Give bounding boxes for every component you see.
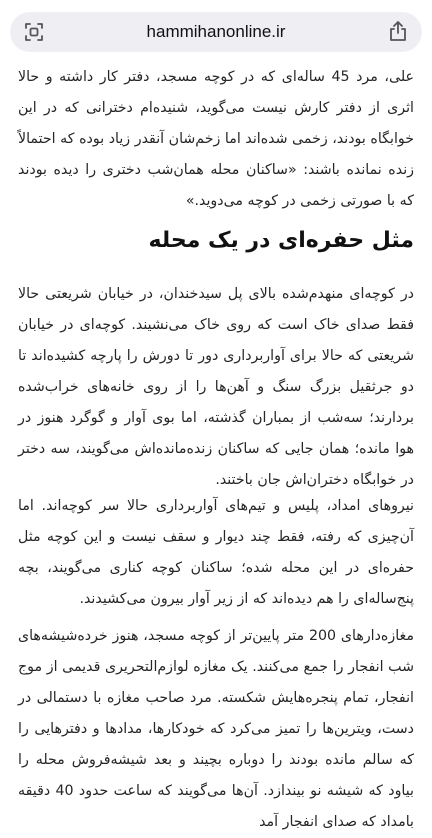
article-paragraph: نیروهای امداد، پلیس و تیم‌های آواربرداری حالا سر کوچه‌اند. اما آن‌چیزی که رفته، فقط چند دیوار و سقف نیست و این کوچه مثل حفره‌ای در این محله شده؛ ساکنان کوچه کناری می‌گویند، بچه پنج‌ساله‌ای را هم دیده‌اند که از زیر آوار بیرون می‌کشیدند. <box>18 498 414 607</box>
share-icon[interactable] <box>388 20 408 42</box>
article-paragraph: در کوچه‌ای منهدم‌شده بالای پل سیدخندان، در خیابان شریعتی حالا فقط صدای خاک است که روی خاک می‌نشیند. کوچه‌ای در خیابان شریعتی که حالا برای آواربرداری دور تا دورش را پارچه کشیده‌اند تا دو جرثقیل بزرگ سنگ و آهن‌ها را از روی خانه‌های خراب‌شده بردارند؛ سه‌شب از بمباران گذشته، اما بوی آوار و گوگرد هنوز در هوا مانده؛ همان جایی که ساکنان زنده‌مانده‌اش می‌گویند، سه دختر در خوابگاه دختران‌اش جان باختند. <box>18 286 414 488</box>
address-bar[interactable] <box>10 12 422 52</box>
url-text[interactable]: hammihanonline.ir <box>146 22 286 41</box>
article-body <box>0 62 432 830</box>
article-paragraph: علی، مرد 45 ساله‌ای که در کوچه مسجد، دفتر کار داشته و حالا اثری از دفتر کارش نیست می‌گوید، شنیده‌ام دخترانی که در این خوابگاه بودند، زخمی شده‌اند اما زخم‌شان آنقدر زیاد بوده که احتمالاً زنده نمانده باشند: «ساکنان محله همان‌شب دختری را دیده بودند که با صورتی زخمی در کوچه می‌دوید.» <box>18 69 414 209</box>
article-paragraph: مغازه‌دارهای 200 متر پایین‌تر از کوچه مسجد، هنوز خرده‌شیشه‌های شب انفجار را جمع می‌کنند. یک مغازه لوازم‌التحریری قدیمی از موج انفجار، تمام پنجره‌هایش شکسته. مرد صاحب مغازه با دستمالی در دست، ویترین‌ها را تمیز می‌کرد که خودکارها، مدادها و دفترهایی را که سالم مانده بودند را دوباره بچیند و بعد شیشه‌فروش محله را بیاود که شیشه نو بیندازد. آن‌ها می‌گویند که ساعت حدود 40 دقیقه بامداد که صدای انفجار آمد <box>18 628 414 830</box>
section-heading: مثل حفره‌ای در یک محله <box>148 228 414 253</box>
browser-top-bar <box>0 0 432 62</box>
